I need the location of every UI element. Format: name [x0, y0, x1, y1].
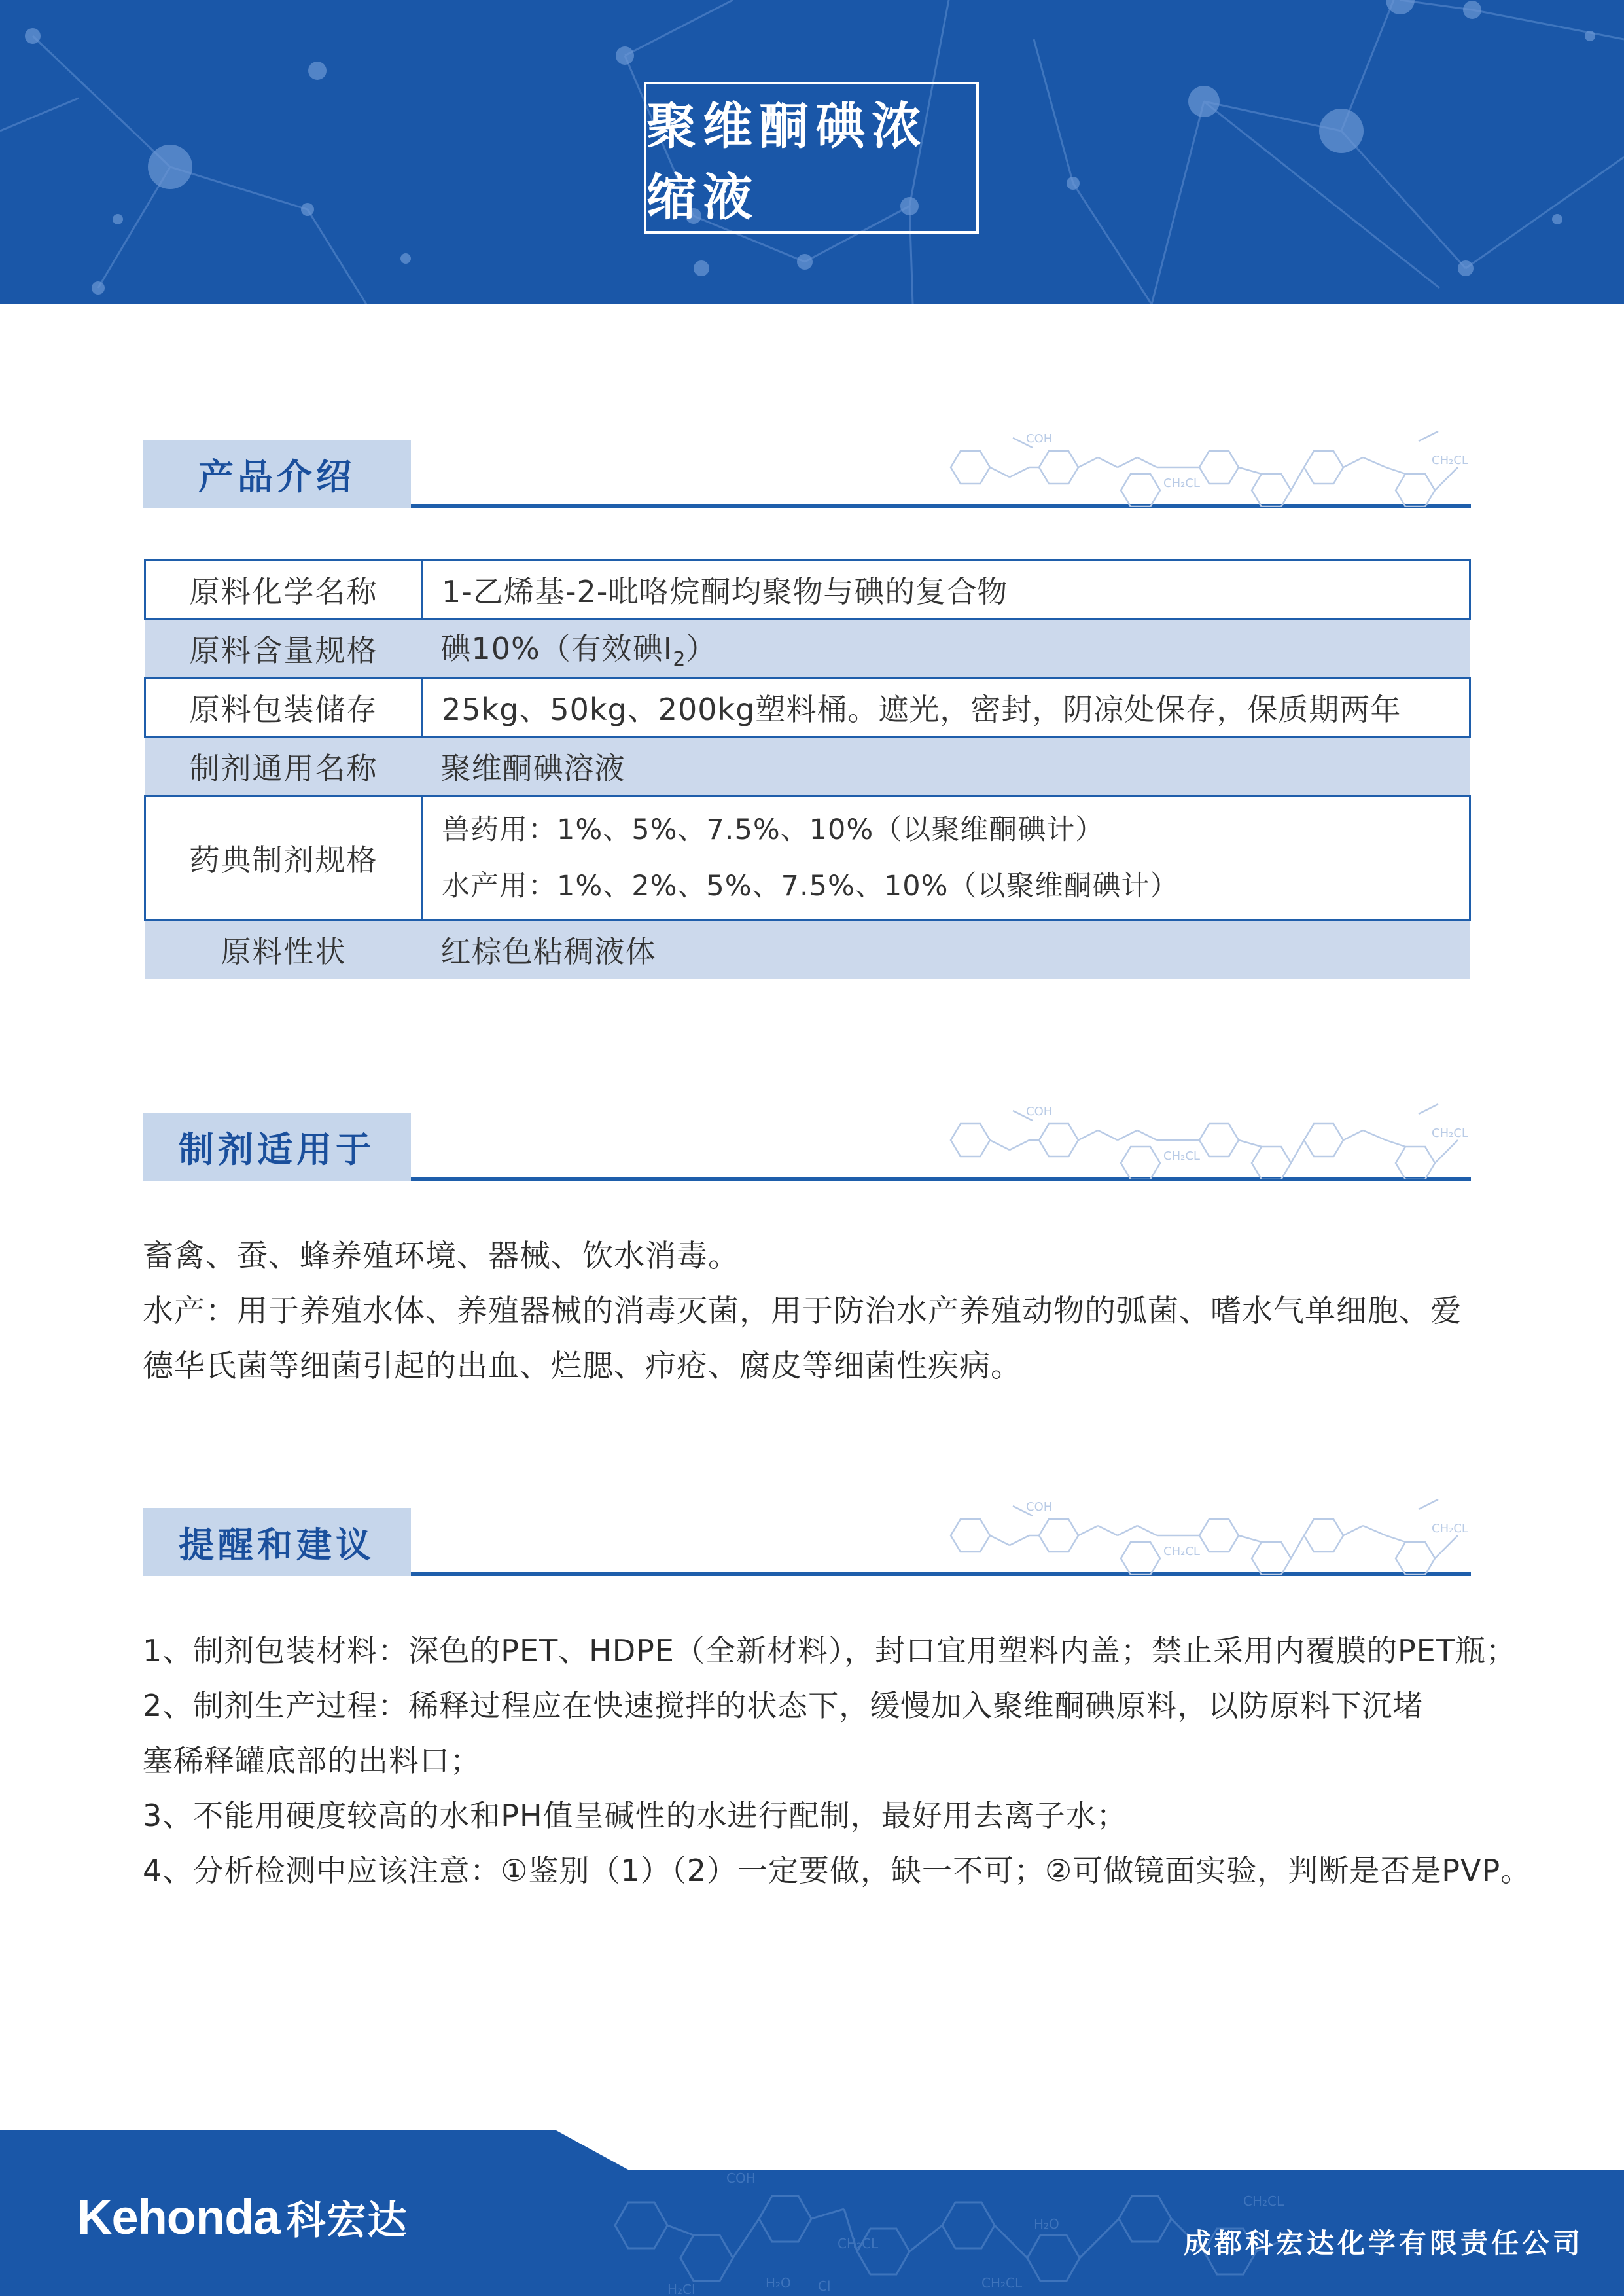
- row-value: 红棕色粘稠液体: [423, 920, 1470, 979]
- molecule-structure-decoration: [934, 428, 1471, 507]
- row-value: [423, 796, 1470, 920]
- usage-line: 德华氏菌等细菌引起的出血、烂腮、疖疮、腐皮等细菌性疾病。: [143, 1348, 1022, 1384]
- logo-chinese: 科宏达: [286, 2198, 408, 2244]
- mol-label: CH₂CL: [1432, 1522, 1468, 1535]
- row-value: [423, 619, 1470, 678]
- mol-label: CH₂CL: [1432, 454, 1468, 467]
- mol-label: Cl: [818, 2278, 831, 2294]
- usage-line: 畜禽、蚕、蜂养殖环境、器械、饮水消毒。: [143, 1238, 739, 1274]
- usage-line: 水产：用于养殖水体、养殖器械的消毒灭菌，用于防治水产养殖动物的弧菌、嗜水气单细胞、爱: [143, 1293, 1462, 1329]
- header-banner: [0, 0, 1624, 304]
- advice-line: 塞稀释罐底部的出料口；: [143, 1743, 481, 1778]
- title-frame: [644, 82, 979, 234]
- footer-banner: [0, 2130, 1624, 2296]
- logo-wordmark: Kehonda: [77, 2190, 280, 2244]
- value-text: 碘10%（有效碘I: [440, 631, 673, 667]
- value-subscript: 2: [673, 648, 686, 672]
- row-value: 1-乙烯基-2-吡咯烷酮均聚物与碘的复合物: [423, 560, 1470, 619]
- mol-label: H₂Cl: [667, 2282, 696, 2294]
- company-name: 成都科宏达化学有限责任公司: [1183, 2227, 1583, 2259]
- row-label: 原料包装储存: [145, 678, 423, 737]
- table-row: [145, 796, 1470, 920]
- mol-label: COH: [1026, 1105, 1053, 1119]
- table-row: [145, 678, 1470, 737]
- section-tab: [143, 440, 411, 508]
- advice-paragraph: [143, 1623, 1530, 1898]
- advice-line: 2、制剂生产过程：稀释过程应在快速搅拌的状态下，缓慢加入聚维酮碘原料，以防原料下沉堵: [143, 1688, 1424, 1723]
- row-value: 聚维酮碘溶液: [423, 737, 1470, 796]
- section-title: 产品介绍: [198, 456, 355, 497]
- row-label: 药典制剂规格: [145, 796, 423, 920]
- section-tab: [143, 1508, 411, 1576]
- mol-label: COH: [726, 2170, 756, 2186]
- value-text: ）: [686, 631, 717, 667]
- mol-label: CH₂CL: [1163, 1545, 1200, 1558]
- mol-label: CH₂CL: [1163, 1149, 1200, 1163]
- value-line: 兽药用：1%、5%、7.5%、10%（以聚维酮碘计）: [442, 813, 1104, 846]
- advice-line: 4、分析检测中应该注意：①鉴别（1）（2）一定要做，缺一不可；②可做镜面实验，判断是否是PVP。: [143, 1853, 1532, 1888]
- table-row: [145, 737, 1470, 796]
- mol-label: CH₂CL: [838, 2236, 879, 2251]
- row-label: 制剂通用名称: [145, 737, 423, 796]
- mol-label: CH₂CL: [1243, 2193, 1284, 2209]
- spec-table: [144, 559, 1471, 979]
- table-row: [145, 920, 1470, 979]
- row-label: 原料性状: [145, 920, 423, 979]
- molecule-structure-decoration: [934, 1496, 1471, 1575]
- advice-line: 3、不能用硬度较高的水和PH值呈碱性的水进行配制，最好用去离子水；: [143, 1798, 1127, 1833]
- row-label: 原料含量规格: [145, 619, 423, 678]
- row-label: 原料化学名称: [145, 560, 423, 619]
- section-tab: [143, 1113, 411, 1181]
- advice-line: 1、制剂包装材料：深色的PET、HDPE（全新材料），封口宜用塑料内盖；禁止采用内覆膜的PET瓶；: [143, 1633, 1517, 1668]
- section-title: 提醒和建议: [179, 1524, 375, 1566]
- section-title: 制剂适用于: [179, 1128, 375, 1170]
- molecule-structure-decoration: [934, 1101, 1471, 1179]
- mol-label: H₂O: [766, 2275, 791, 2291]
- table-row: [145, 619, 1470, 678]
- mol-label: COH: [1026, 432, 1053, 446]
- table-row: [145, 560, 1470, 619]
- usage-paragraph: [143, 1229, 1530, 1394]
- mol-label: COH: [1026, 1500, 1053, 1514]
- section-header-advice: [143, 1500, 1471, 1576]
- mol-label: CH₂CL: [1432, 1126, 1468, 1140]
- mol-label: CH₂CL: [981, 2275, 1023, 2291]
- section-header-intro: [143, 432, 1471, 508]
- company-logo: [77, 2189, 408, 2246]
- mol-label: H₂O: [1034, 2216, 1059, 2232]
- value-line: 水产用：1%、2%、5%、7.5%、10%（以聚维酮碘计）: [442, 869, 1179, 903]
- section-header-usage: [143, 1105, 1471, 1181]
- row-value: 25kg、50kg、200kg塑料桶。遮光，密封，阴凉处保存，保质期两年: [423, 678, 1470, 737]
- mol-label: CH₂CL: [1163, 476, 1200, 490]
- page-title: 聚维酮碘浓缩液: [646, 97, 928, 226]
